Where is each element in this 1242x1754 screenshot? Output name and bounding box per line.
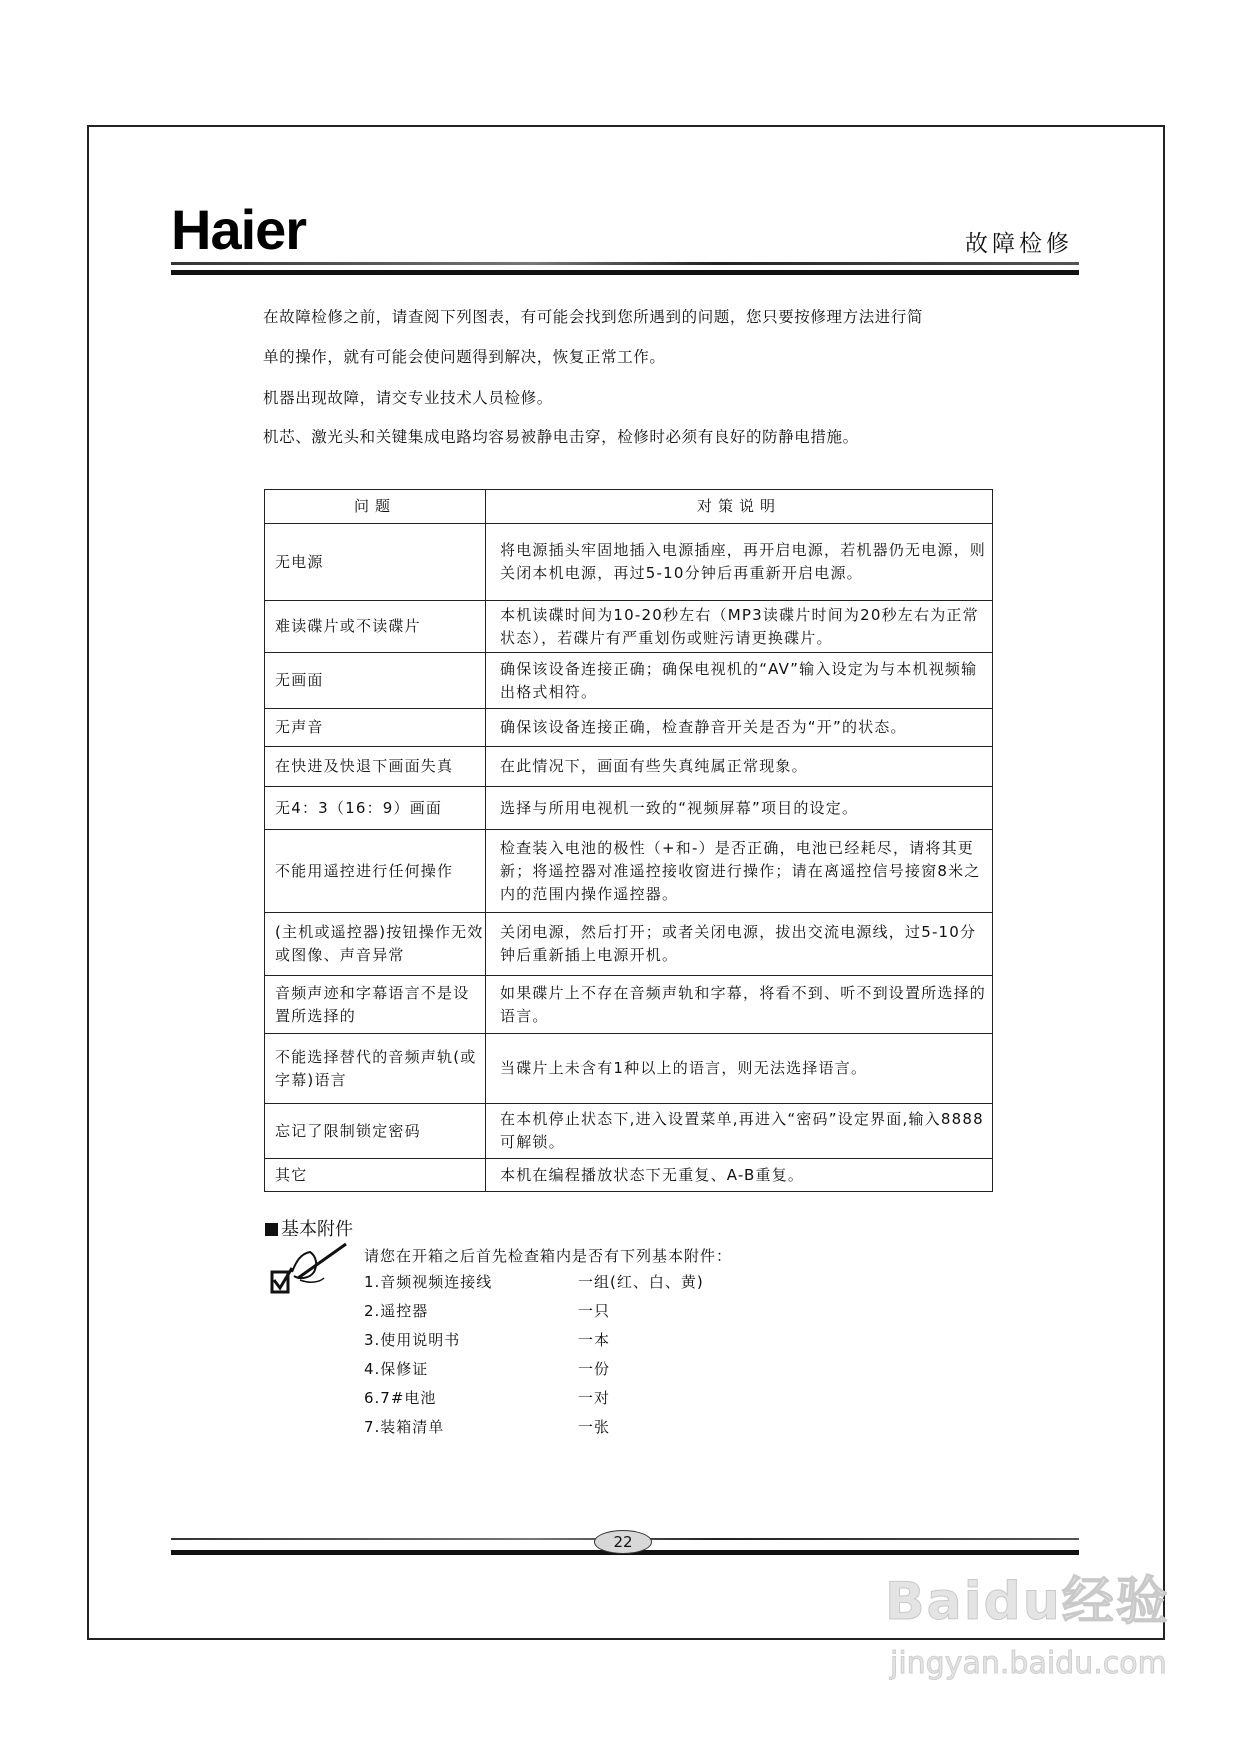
accessory-quantity: 一张 bbox=[578, 1418, 611, 1436]
problem-cell: 无声音 bbox=[265, 709, 486, 747]
table-row bbox=[265, 1104, 993, 1159]
table-row bbox=[265, 1159, 993, 1192]
table-row bbox=[265, 1034, 993, 1104]
problem-cell: 不能用遥控进行任何操作 bbox=[265, 830, 486, 913]
solution-cell: 本机在编程播放状态下无重复、A-B重复。 bbox=[486, 1159, 993, 1192]
table-row bbox=[265, 601, 993, 653]
solution-cell: 检查装入电池的极性（+和-）是否正确，电池已经耗尽，请将其更新；将遥控器对准遥控接收窗进行操作；请在离遥控信号接窗8米之内的范围内操作遥控器。 bbox=[486, 830, 993, 913]
solution-cell: 在本机停止状态下,进入设置菜单,再进入“密码”设定界面,输入8888可解锁。 bbox=[486, 1104, 993, 1159]
problem-cell: 无画面 bbox=[265, 653, 486, 709]
header-problem: 问题 bbox=[265, 490, 486, 524]
troubleshooting-table bbox=[264, 489, 993, 1192]
solution-cell: 确保该设备连接正确；确保电视机的“AV”输入设定为与本机视频输出格式相符。 bbox=[486, 653, 993, 709]
accessory-name: 4.保修证 bbox=[364, 1360, 429, 1378]
problem-cell: 其它 bbox=[265, 1159, 486, 1192]
header-solution: 对策说明 bbox=[486, 490, 993, 524]
intro-paragraph: 机器出现故障，请交专业技术人员检修。 bbox=[263, 389, 553, 407]
header-rule-thick bbox=[171, 270, 1079, 275]
accessory-name: 1.音频视频连接线 bbox=[364, 1273, 493, 1291]
solution-cell: 当碟片上未含有1种以上的语言，则无法选择语言。 bbox=[486, 1034, 993, 1104]
square-bullet-icon bbox=[265, 1223, 278, 1236]
solution-cell: 如果碟片上不存在音频声轨和字幕，将看不到、听不到设置所选择的语言。 bbox=[486, 976, 993, 1034]
problem-cell: 不能选择替代的音频声轨(或字幕)语言 bbox=[265, 1034, 486, 1104]
table-row bbox=[265, 913, 993, 976]
accessory-name: 6.7#电池 bbox=[364, 1389, 437, 1407]
solution-cell: 本机读碟时间为10-20秒左右（MP3读碟片时间为20秒左右为正常状态），若碟片有严重划伤或赃污请更换碟片。 bbox=[486, 601, 993, 653]
solution-cell: 将电源插头牢固地插入电源插座，再开启电源，若机器仍无电源，则关闭本机电源，再过5-10分钟后再重新开启电源。 bbox=[486, 524, 993, 601]
problem-cell: 在快进及快退下画面失真 bbox=[265, 747, 486, 787]
baidu-watermark: Baidu经验 bbox=[885, 1572, 1170, 1632]
accessory-name: 3.使用说明书 bbox=[364, 1331, 461, 1349]
haier-logo: Haier bbox=[171, 198, 307, 261]
header-rule-thin bbox=[171, 262, 1079, 265]
accessory-item bbox=[364, 1355, 965, 1384]
accessories-body bbox=[364, 1246, 965, 1442]
problem-cell: 音频声迹和字幕语言不是设置所选择的 bbox=[265, 976, 486, 1034]
solution-cell: 在此情况下，画面有些失真纯属正常现象。 bbox=[486, 747, 993, 787]
accessory-quantity: 一对 bbox=[578, 1389, 611, 1407]
problem-cell: 忘记了限制锁定密码 bbox=[265, 1104, 486, 1159]
section-title: 故障检修 bbox=[965, 231, 1073, 257]
problem-cell: (主机或遥控器)按钮操作无效或图像、声音异常 bbox=[265, 913, 486, 976]
accessories-list bbox=[364, 1268, 965, 1442]
intro-paragraph: 单的操作，就有可能会使问题得到解决，恢复正常工作。 bbox=[263, 348, 666, 366]
problem-cell: 难读碟片或不读碟片 bbox=[265, 601, 486, 653]
intro-paragraph: 在故障检修之前，请查阅下列图表，有可能会找到您所遇到的问题，您只要按修理方法进行简 bbox=[263, 308, 924, 326]
problem-cell: 无电源 bbox=[265, 524, 486, 601]
accessory-name: 7.装箱清单 bbox=[364, 1418, 445, 1436]
solution-cell: 选择与所用电视机一致的“视频屏幕”项目的设定。 bbox=[486, 787, 993, 830]
accessory-item bbox=[364, 1297, 965, 1326]
table-row bbox=[265, 653, 993, 709]
table-header-row bbox=[265, 490, 993, 524]
watermark-url: jingyan.baidu.com bbox=[890, 1646, 1167, 1681]
accessory-item bbox=[364, 1413, 965, 1442]
table-row bbox=[265, 747, 993, 787]
accessory-quantity: 一只 bbox=[578, 1302, 611, 1320]
accessory-item bbox=[364, 1268, 965, 1297]
table-row bbox=[265, 976, 993, 1034]
accessory-quantity: 一组(红、白、黄) bbox=[578, 1273, 704, 1291]
problem-cell: 无4：3（16：9）画面 bbox=[265, 787, 486, 830]
accessories-title: 基本附件 bbox=[281, 1219, 353, 1240]
accessory-item bbox=[364, 1326, 965, 1355]
page-number: 22 bbox=[594, 1530, 652, 1554]
table-row bbox=[265, 524, 993, 601]
accessories-heading bbox=[265, 1218, 965, 1242]
table-row bbox=[265, 787, 993, 830]
accessory-item bbox=[364, 1384, 965, 1413]
accessory-quantity: 一份 bbox=[578, 1360, 611, 1378]
accessories-intro: 请您在开箱之后首先检查箱内是否有下列基本附件： bbox=[364, 1247, 733, 1265]
accessory-name: 2.遥控器 bbox=[364, 1302, 429, 1320]
checklist-pen-icon bbox=[270, 1242, 350, 1300]
solution-cell: 关闭电源，然后打开；或者关闭电源，拔出交流电源线，过5-10分钟后重新插上电源开机。 bbox=[486, 913, 993, 976]
accessory-quantity: 一本 bbox=[578, 1331, 611, 1349]
table-row bbox=[265, 830, 993, 913]
accessories-section bbox=[265, 1218, 965, 1442]
intro-paragraph: 机芯、激光头和关键集成电路均容易被静电击穿，检修时必须有良好的防静电措施。 bbox=[263, 428, 859, 446]
table-row bbox=[265, 709, 993, 747]
solution-cell: 确保该设备连接正确，检查静音开关是否为“开”的状态。 bbox=[486, 709, 993, 747]
